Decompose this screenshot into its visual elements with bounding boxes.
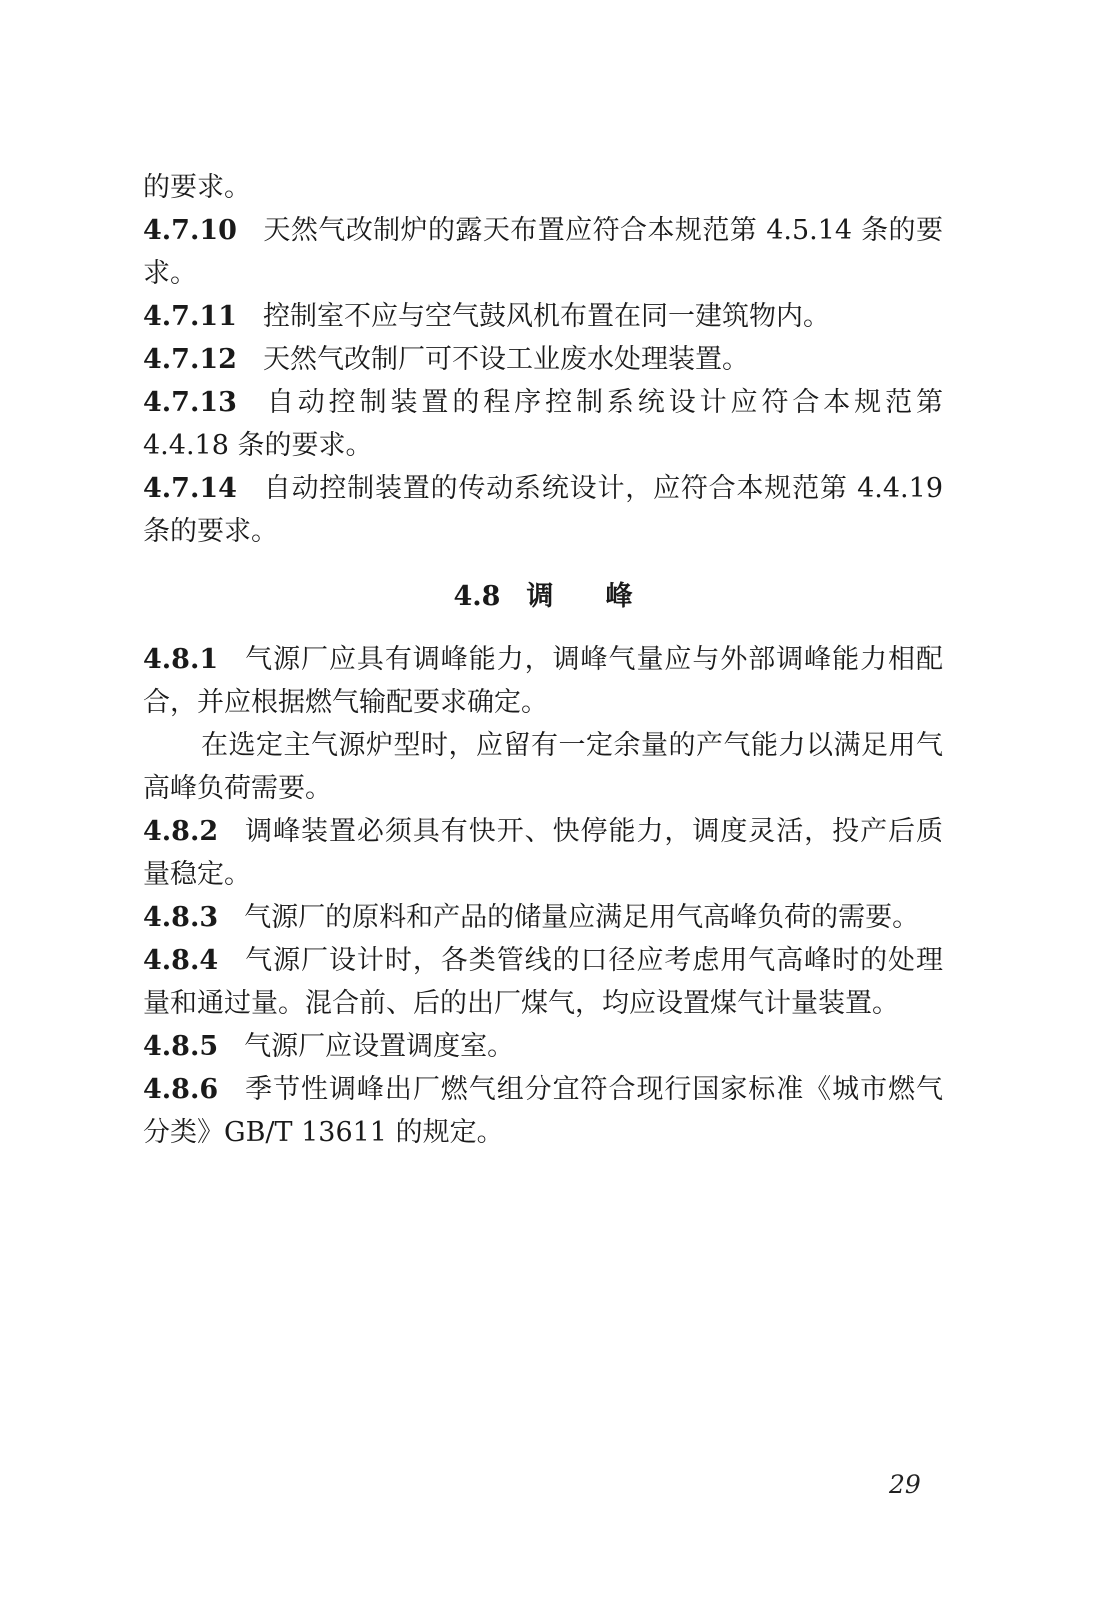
page-number: 29 [889, 1470, 921, 1499]
clause-text: 天然气改制炉的露天布置应符合本规范第 4.5.14 条的要求。 [143, 215, 943, 289]
clause-4-8-6 [143, 1068, 943, 1154]
clause-number: 4.8.1 [143, 644, 219, 675]
clause-number: 4.8.6 [143, 1074, 219, 1105]
clause-continuation [143, 166, 943, 209]
section-title: 调峰 [526, 581, 685, 612]
clause-text: 气源厂设计时，各类管线的口径应考虑用气高峰时的处理量和通过量。混合前、后的出厂煤气，均应设置煤气计量装置。 [143, 945, 943, 1019]
clause-text: 自动控制装置的传动系统设计，应符合本规范第 4.4.19 条的要求。 [143, 473, 943, 547]
clause-text: 气源厂的原料和产品的储量应满足用气高峰负荷的需要。 [244, 902, 920, 933]
clause-4-7-14 [143, 467, 943, 553]
clause-4-7-10 [143, 209, 943, 295]
clause-4-8-3 [143, 896, 943, 939]
clause-text: 的要求。 [143, 172, 251, 203]
document-body [143, 166, 943, 1154]
clause-text: 气源厂应设置调度室。 [244, 1031, 515, 1062]
clause-4-8-1-paragraph-2 [143, 724, 943, 810]
clause-number: 4.8.4 [143, 945, 219, 976]
clause-text: 气源厂应具有调峰能力，调峰气量应与外部调峰能力相配合，并应根据燃气输配要求确定。 [143, 644, 943, 718]
clause-text: 自动控制装置的程序控制系统设计应符合本规范第 4.4.18 条的要求。 [143, 387, 943, 461]
clause-4-7-12 [143, 338, 943, 381]
clause-4-8-2 [143, 810, 943, 896]
clause-number: 4.7.14 [143, 473, 237, 504]
clause-text: 控制室不应与空气鼓风机布置在同一建筑物内。 [262, 301, 830, 332]
section-number: 4.8 [453, 581, 501, 612]
clause-number: 4.8.3 [143, 902, 219, 933]
clause-number: 4.7.12 [143, 344, 237, 375]
clause-4-7-13 [143, 381, 943, 467]
clause-4-7-11 [143, 295, 943, 338]
clause-4-8-1 [143, 638, 943, 724]
clause-number: 4.8.2 [143, 816, 219, 847]
clause-4-8-5 [143, 1025, 943, 1068]
clause-number: 4.8.5 [143, 1031, 219, 1062]
clause-text: 天然气改制厂可不设工业废水处理装置。 [262, 344, 749, 375]
clause-text: 调峰装置必须具有快开、快停能力，调度灵活，投产后质量稳定。 [143, 816, 943, 890]
clause-number: 4.7.10 [143, 215, 237, 246]
clause-4-8-4 [143, 939, 943, 1025]
clause-number: 4.7.13 [143, 387, 237, 418]
clause-text: 季节性调峰出厂燃气组分宜符合现行国家标准《城市燃气分类》GB/T 13611 的规定。 [143, 1074, 943, 1148]
clause-text: 在选定主气源炉型时，应留有一定余量的产气能力以满足用气高峰负荷需要。 [143, 730, 943, 804]
section-heading [143, 575, 943, 618]
clause-number: 4.7.11 [143, 301, 237, 332]
